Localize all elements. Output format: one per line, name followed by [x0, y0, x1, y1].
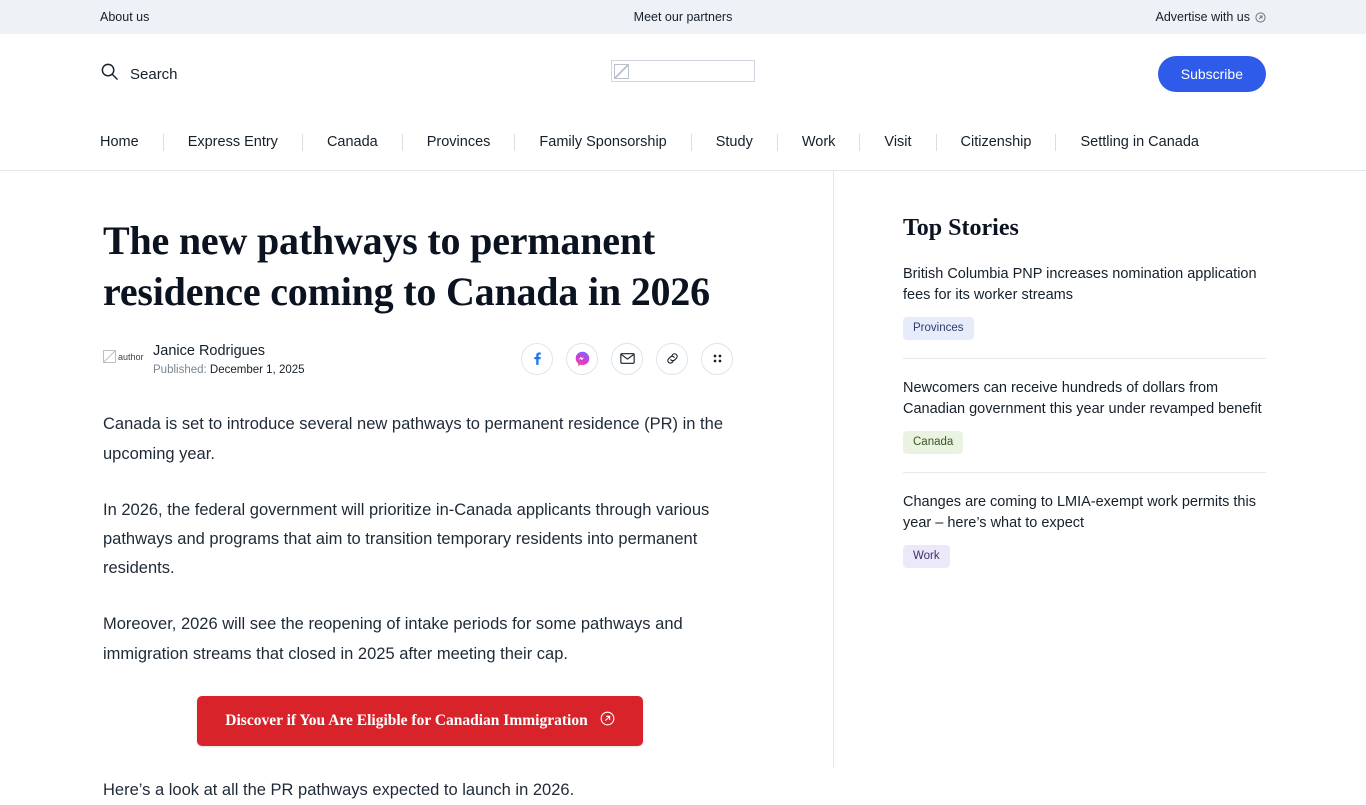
list-item[interactable]	[903, 492, 1266, 586]
about-us-link[interactable]	[100, 10, 149, 24]
sidebar	[834, 171, 1366, 768]
nav-item-visit[interactable]: Visit	[884, 134, 912, 150]
meet-our-partners-label[interactable]: Meet our partners	[633, 10, 733, 24]
article-paragraph: Canada is set to introduce several new pathways to permanent residence (PR) in the upcoming year.	[103, 415, 723, 463]
nav-divider	[777, 134, 778, 151]
external-link-icon	[1255, 12, 1266, 23]
nav-divider	[859, 134, 860, 151]
sidebar-title: Top Stories	[903, 215, 1019, 241]
nav-item-provinces[interactable]: Provinces	[426, 134, 491, 150]
nav-divider	[936, 134, 937, 151]
author-name[interactable]: Janice Rodrigues	[153, 343, 266, 360]
published-value: December 1, 2025	[209, 364, 305, 377]
copy-link-button[interactable]	[656, 343, 688, 375]
nav-divider	[163, 134, 164, 151]
avatar	[103, 344, 144, 374]
eligibility-cta-label: Discover if You Are Eligible for Canadian Immigration	[225, 711, 588, 729]
site-header	[0, 34, 1366, 114]
facebook-share-button[interactable]	[521, 343, 553, 375]
nav-item-study[interactable]: Study	[715, 134, 753, 150]
nav-item-settling-in-canada[interactable]: Settling in Canada	[1080, 134, 1199, 150]
site-logo[interactable]	[611, 60, 755, 82]
list-item[interactable]	[903, 264, 1266, 359]
cta-container	[103, 696, 733, 746]
nav-item-express-entry[interactable]: Express Entry	[187, 134, 278, 150]
broken-image-icon	[103, 350, 116, 363]
story-headline[interactable]: British Columbia PNP increases nomination application fees for its worker streams	[903, 266, 1257, 303]
utility-bar	[0, 0, 1366, 34]
byline	[103, 341, 733, 376]
nav-divider	[691, 134, 692, 151]
search-label: Search	[130, 65, 178, 83]
search-icon	[100, 62, 119, 86]
status-badge[interactable]: Work	[903, 545, 950, 568]
article-paragraph-closing: Here’s a look at all the PR pathways expected to launch in 2026.	[103, 780, 575, 799]
messenger-share-button[interactable]	[566, 343, 598, 375]
page-title: The new pathways to permanent residence coming to Canada in 2026	[103, 218, 710, 315]
story-headline[interactable]: Changes are coming to LMIA-exempt work permits this year – here’s what to expect	[903, 494, 1256, 531]
more-share-button[interactable]	[701, 343, 733, 375]
nav-divider	[302, 134, 303, 151]
nav-item-work[interactable]: Work	[801, 134, 836, 150]
eligibility-cta-button[interactable]	[197, 696, 642, 746]
share-row	[521, 343, 733, 375]
published-date	[153, 364, 305, 376]
subscribe-button[interactable]: Subscribe	[1158, 56, 1266, 92]
nav-divider	[514, 134, 515, 151]
advertise-with-us-label[interactable]: Advertise with us	[1155, 10, 1250, 24]
about-us-label[interactable]: About us	[100, 10, 150, 24]
article-paragraph: Moreover, 2026 will see the reopening of intake periods for some pathways and immigration streams that closed in 2025 after meeting their cap.	[103, 615, 683, 663]
published-label: Published:	[153, 364, 207, 377]
email-share-button[interactable]	[611, 343, 643, 375]
advertise-with-us-link[interactable]	[1156, 10, 1266, 24]
story-headline[interactable]: Newcomers can receive hundreds of dollars from Canadian government this year under revamped benefit	[903, 380, 1262, 417]
byline-text	[153, 341, 305, 376]
nav-item-canada[interactable]: Canada	[326, 134, 378, 150]
article-column	[0, 171, 834, 799]
page-content	[0, 171, 1366, 799]
avatar-alt-text: author	[118, 351, 144, 362]
arrow-circle-icon	[600, 711, 615, 731]
status-badge[interactable]: Provinces	[903, 317, 974, 340]
status-badge[interactable]: Canada	[903, 431, 963, 454]
list-item[interactable]	[903, 378, 1266, 473]
nav-item-home[interactable]: Home	[100, 134, 139, 150]
broken-image-icon	[614, 64, 629, 79]
nav-item-family-sponsorship[interactable]: Family Sponsorship	[539, 134, 667, 150]
search-button[interactable]	[100, 62, 178, 86]
main-navigation	[0, 114, 1366, 171]
nav-item-citizenship[interactable]: Citizenship	[960, 134, 1032, 150]
article-paragraph: In 2026, the federal government will prioritize in-Canada applicants through various pathways and programs that aim to transition temporary residents into permanent residents.	[103, 500, 710, 578]
nav-divider	[1055, 134, 1056, 151]
nav-divider	[402, 134, 403, 151]
